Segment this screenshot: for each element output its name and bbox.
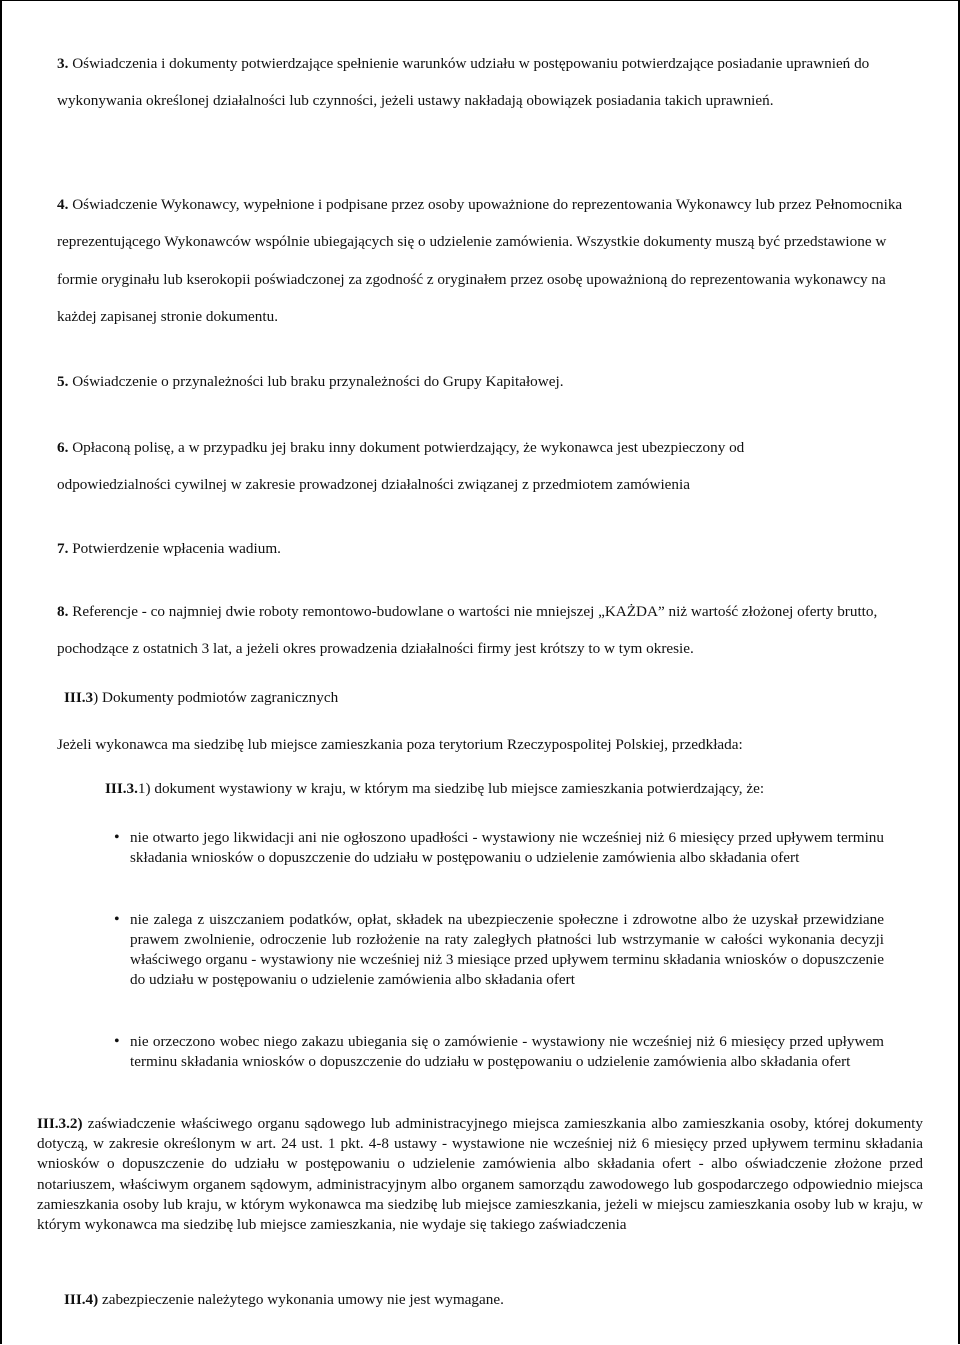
section-text: 1) dokument wystawiony w kraju, w którym ma siedzibę lub miejsce zamieszkania potwierdzający, że: (137, 780, 765, 797)
section-3 (57, 45, 897, 120)
section-5 (57, 372, 917, 392)
list-item-text: nie otwarto jego likwidacji ani nie ogłoszono upadłości - wystawiony nie wcześniej niż 6 miesięcy przed upływem terminu składania wniosków o dopuszczenie do udziału w postępowaniu o udzielenie zamówienia albo składania ofert (130, 829, 884, 866)
section-8 (57, 593, 907, 668)
list-item-text: nie orzeczono wobec niego zakazu ubiegania się o zamówienie - wystawiony nie wcześniej niż 6 miesięcy przed upływem terminu składania wniosków o dopuszczenie do udziału w postępowaniu o udzielenie zamówienia albo składania ofert (130, 1033, 884, 1070)
section-number: III.3 (64, 689, 94, 706)
section-III-3-2 (37, 1114, 923, 1235)
section-4 (57, 186, 917, 335)
intro-text: Jeżeli wykonawca ma siedzibę lub miejsce zamieszkania poza terytorium Rzeczypospolitej Polskiej, przedkłada: (57, 736, 743, 753)
list-item (114, 1032, 884, 1072)
section-number: III.4) (64, 1291, 99, 1308)
section-III-3 (64, 688, 764, 708)
bullet-icon: • (114, 829, 120, 846)
section-text: ) Dokumenty podmiotów zagranicznych (93, 689, 339, 706)
list-item-text: nie zalega z uiszczaniem podatków, opłat, składek na ubezpieczenie społeczne i zdrowotne albo że uzyskał przewidziane prawem zwolnienie, odroczenie lub rozłożenie na raty zaległych płatności lub wstrzymanie w całości wykonania decyzji właściwego organu - wystawiony nie wcześniej niż 3 miesiące przed upływem terminu składania wniosków o dopuszczenie do udziału w postępowaniu o udzielenie zamówienia albo składania ofert (130, 911, 884, 988)
list-item (114, 828, 884, 868)
section-text: Potwierdzenie wpłacenia wadium. (68, 540, 281, 557)
section-text: zabezpieczenie należytego wykonania umowy nie jest wymagane. (98, 1291, 504, 1308)
section-text: zaświadczenie właściwego organu sądowego lub administracyjnego miejsca zamieszkania albo zamieszkania osoby, której dokumenty dotyczą, w zakresie określonym w art. 24 ust. 1 pkt. 4-8 ustawy - wystawione nie wcześniej niż 6 miesięcy przed upływem terminu składania wniosków o dopuszczenie do udziału w postępowaniu o udzielenie zamówienia albo składania ofert - albo oświadczenie złożone przed notariuszem, właściwym organem sądowym, administracyjnym albo organem samorządu zawodowego lub gospodarczego odpowiednio miejsca zamieszkania osoby lub kraju, w którym wykonawca ma siedzibę lub miejsce zamieszkania, jeżeli w miejscu zamieszkania osoby lub w kraju, w którym wykonawca ma siedzibę lub miejsce zamieszkania, nie wydaje się takiego zaświadczenia (37, 1115, 923, 1234)
section-number: III.3. (105, 780, 138, 797)
section-text: Referencje - co najmniej dwie roboty remontowo-budowlane o wartości nie mniejszej „KAŻDA” niż wartość złożonej oferty brutto, pochodzące z ostatnich 3 lat, a jeżeli okres prowadzenia działalności firmy jest krótszy to w tym okresie. (57, 603, 878, 658)
section-III-4 (64, 1290, 764, 1310)
bullet-icon: • (114, 911, 120, 928)
bullet-icon: • (114, 1033, 120, 1050)
section-6 (57, 429, 847, 504)
section-number: 4. (57, 196, 69, 213)
section-number: III.3.2) (37, 1115, 83, 1132)
section-text: Oświadczenia i dokumenty potwierdzające spełnienie warunków udziału w postępowaniu potwierdzające posiadanie uprawnień do wykonywania określonej działalności lub czynności, jeżeli ustawy nakładają obowiązek posiadania takich uprawnień. (57, 55, 870, 110)
section-number: 3. (57, 55, 69, 72)
section-text: Oświadczenie o przynależności lub braku przynależności do Grupy Kapitałowej. (68, 373, 564, 390)
foreign-intro (57, 735, 917, 755)
section-number: 6. (57, 439, 69, 456)
section-text: Oświadczenie Wykonawcy, wypełnione i podpisane przez osoby upoważnione do reprezentowania Wykonawcy lub przez Pełnomocnika reprezentującego Wykonawców wspólnie ubiegających się o udzielenie zamówienia. Wszystkie dokumenty muszą być przedstawione w formie oryginału lub kserokopii poświadczonej za zgodność z oryginałem przez osobę upoważnioną do reprezentowania wykonawcy na każdej zapisanej stronie dokumentu. (57, 196, 903, 325)
section-number: 5. (57, 373, 69, 390)
list-item (114, 910, 884, 990)
section-number: 8. (57, 603, 69, 620)
section-III-3-1 (105, 779, 905, 799)
section-7 (57, 539, 917, 559)
section-number: 7. (57, 540, 69, 557)
section-text: Opłaconą polisę, a w przypadku jej braku inny dokument potwierdzający, że wykonawca jest ubezpieczony od odpowiedzialności cywilnej w zakresie prowadzonej działalności związanej z przedmiotem zamówienia (57, 439, 745, 494)
